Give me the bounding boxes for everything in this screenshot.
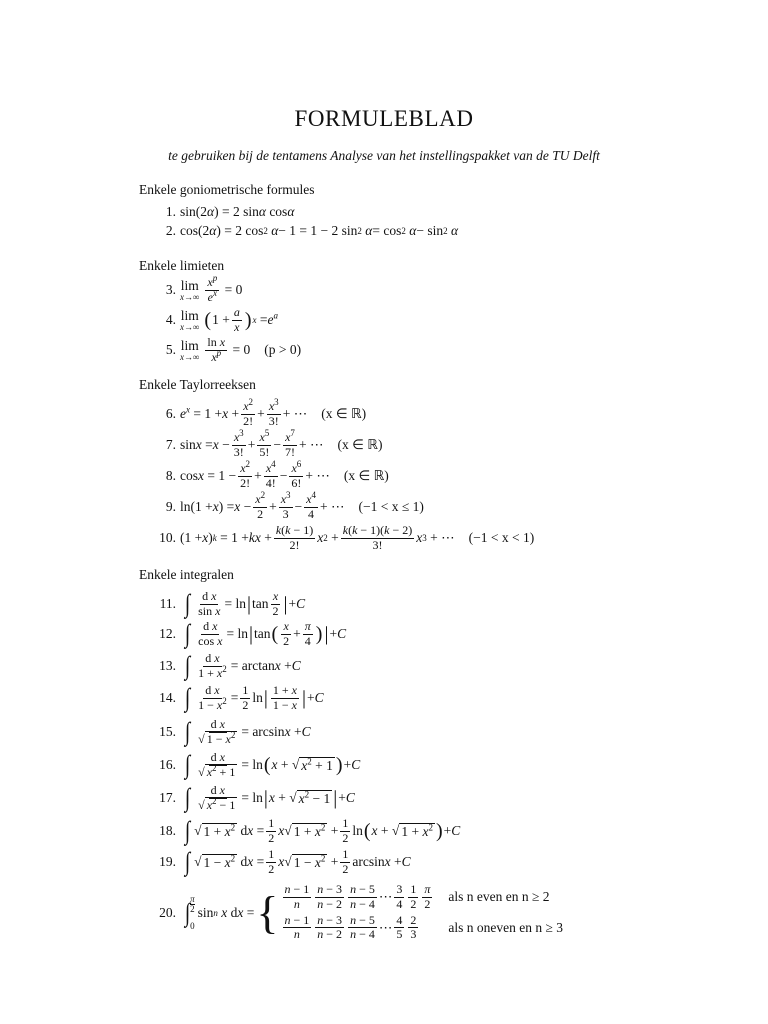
formula-6 [138, 397, 738, 429]
formula-expression: ∫ $\frac{\text{d x}}{1 + x^2}$ = arctan x + C [184, 651, 301, 681]
formula-expression: ∫ $\frac{\text{d x}}{1 - x^2}$ = $\frac{1}{2}$ ln | $\frac{1 + x}{1 - x}$ | + C [184, 683, 324, 713]
formula-expression: (1 + x ) k = 1 + kx + $\frac{k(k - 1)}{2!}$ x 2 + $\frac{k(k - 1)(k - 2)}{3!}$ x 3 + ⋯ [180, 523, 455, 552]
formula-number: 18. [159, 823, 176, 839]
formula-1 [138, 204, 738, 220]
formula-expression: ∫ $\frac{\text{d x}}{√ x^2 - 1}$ = ln | x + √ $x^2 - 1$ | + C [184, 783, 355, 813]
formula-condition: (−1 < x ≤ 1) [358, 499, 424, 515]
formula-expression: ∫ √ $1 - x^2$ d x = $\frac{1}{2}$ x √ $1 - x^2$ + $\frac{1}{2}$ arcsin x + C [184, 847, 411, 877]
section-heading-integrals: Enkele integralen [139, 567, 234, 582]
formula-15 [138, 718, 738, 747]
formula-8 [138, 459, 738, 491]
formula-condition: (p > 0) [264, 342, 302, 358]
formula-expression: ∫ $\frac{\text{d x}}{\text{cos x}}$ = ln | tan ( $\frac{x}{2}$ + $\frac{\pi}{4}$ ) | + C [184, 619, 347, 649]
formula-expression: sin x = x − $\frac{x^3}{3!}$ + $\frac{x^5}{5!}$ − $\frac{x^7}{7!}$ + ⋯ [180, 428, 324, 459]
formula-number: 11. [159, 596, 176, 612]
formula-number: 14. [159, 690, 176, 706]
formula-expression: ∫ $\frac{\text{d x}}{\text{sin x}}$ = ln | tan $\frac{x}{2}$ | + C [184, 589, 306, 619]
formula-number: 17. [159, 790, 176, 806]
formula-19 [138, 848, 738, 877]
formula-5 [138, 336, 738, 365]
formula-number: 3. [165, 282, 176, 298]
section-heading-taylor: Enkele Taylorreeksen [139, 377, 256, 392]
formula-17 [138, 784, 738, 813]
formula-expression: ln(1 + x ) = x − $\frac{x^2}{2}$ + $\frac{x^3}{3}$ − $\frac{x^4}{4}$ + ⋯ [180, 490, 345, 521]
formula-condition: (−1 < x < 1) [468, 530, 535, 546]
formula-3 [138, 273, 738, 305]
formula-13 [138, 652, 738, 681]
formula-number: 5. [165, 342, 176, 358]
formula-20 [138, 883, 738, 942]
formula-number: 15. [159, 724, 176, 740]
formula-14 [138, 684, 738, 713]
formula-16 [138, 751, 738, 780]
formula-expression: ∫ $\frac{\text{d x}}{√ 1 - x^2}$ = arcsin x + C [184, 717, 311, 747]
formula-number: 1. [165, 204, 176, 219]
formula-number: 9. [165, 499, 176, 515]
formula-7 [138, 428, 738, 460]
formula-number: 19. [159, 854, 176, 870]
formula-11 [138, 590, 738, 619]
formula-expression: cos x = 1 − $\frac{x^2}{2!}$ + $\frac{x^4}{4!}$ − $\frac{x^6}{6!}$ + ⋯ [180, 459, 330, 490]
formula-expression: ∫ $\frac{\text{d x}}{√ x^2 + 1}$ = ln ( x + √ $x^2 + 1$ ) + C [184, 750, 361, 780]
formula-expression: ∫ π 2 0 sin n x d x = { $\frac{n - 1}{n}$ $\frac{n - 3}{n - 2}$ $\frac{n - 5}{n - 4}$ ⋯ $\frac{3}{4}$ $\frac{1}{2}$ $\frac{\pi}{2}$ als n even en n ≥ 2 $\frac{n - 1}{n}$ $\frac{n - 3}{n - 2}$ $\frac{n - 5}{n - 4}$ ⋯ $\frac{4}{5}$ $\frac{2}{3}$ als n oneven en n ≥ 3 [184, 882, 563, 942]
formula-number: 7. [165, 437, 176, 453]
formula-expression: lim x→∞ $\frac{\text{ln x}}{x^p}$ = 0 [180, 335, 251, 364]
page-subtitle: te gebruiken bij de tentamens Analyse van het instellingspakket van de TU Delft [168, 148, 600, 163]
formula-number: 13. [159, 658, 176, 674]
formula-10 [138, 524, 738, 553]
formula-expression: $e^x$ = 1 + x + $\frac{x^2}{2!}$ + $\frac{x^3}{3!}$ + ⋯ [180, 397, 308, 428]
formula-number: 10. [159, 530, 176, 546]
formula-4 [138, 306, 738, 335]
case-even-condition: als n even en n ≥ 2 [448, 889, 550, 905]
formula-expression: ∫ √ $1 + x^2$ d x = $\frac{1}{2}$ x √ $1 + x^2$ + $\frac{1}{2}$ ln ( x + √ $1 + x^2$ ) + C [184, 816, 461, 846]
case-odd-condition: als n oneven en n ≥ 3 [448, 919, 563, 935]
formula-expression: lim x→∞ $\frac{x^p}{e^x}$ = 0 [180, 273, 243, 304]
formula-2 [138, 223, 738, 239]
formula-number: 2. [165, 223, 176, 238]
formula-condition: (x ∈ ℝ) [343, 468, 389, 484]
formula-12 [138, 620, 738, 649]
formula-number: 8. [165, 468, 176, 484]
section-heading-limits: Enkele limieten [139, 258, 225, 273]
formula-number: 12. [159, 626, 176, 642]
formula-number: 6. [165, 406, 176, 422]
formula-expression: lim x→∞ ( 1 + $\frac{a}{x}$ ) x = $e^a$ [180, 305, 279, 334]
formula-condition: (x ∈ ℝ) [321, 406, 367, 422]
formula-number: 16. [159, 757, 176, 773]
page-title: FORMULEBLAD [294, 106, 474, 131]
formula-condition: (x ∈ ℝ) [337, 437, 383, 453]
formula-number: 20. [159, 904, 176, 920]
formula-18 [138, 817, 738, 846]
formula-number: 4. [165, 312, 176, 328]
formula-expression: cos(2 α ) = 2 cos 2 α − 1 = 1 − 2 sin 2 α = cos 2 α − sin 2 α [180, 223, 459, 238]
formula-9 [138, 490, 738, 522]
section-heading-goniometry: Enkele goniometrische formules [139, 182, 315, 197]
formula-expression: sin(2 α ) = 2 sin α cos α [180, 204, 295, 219]
